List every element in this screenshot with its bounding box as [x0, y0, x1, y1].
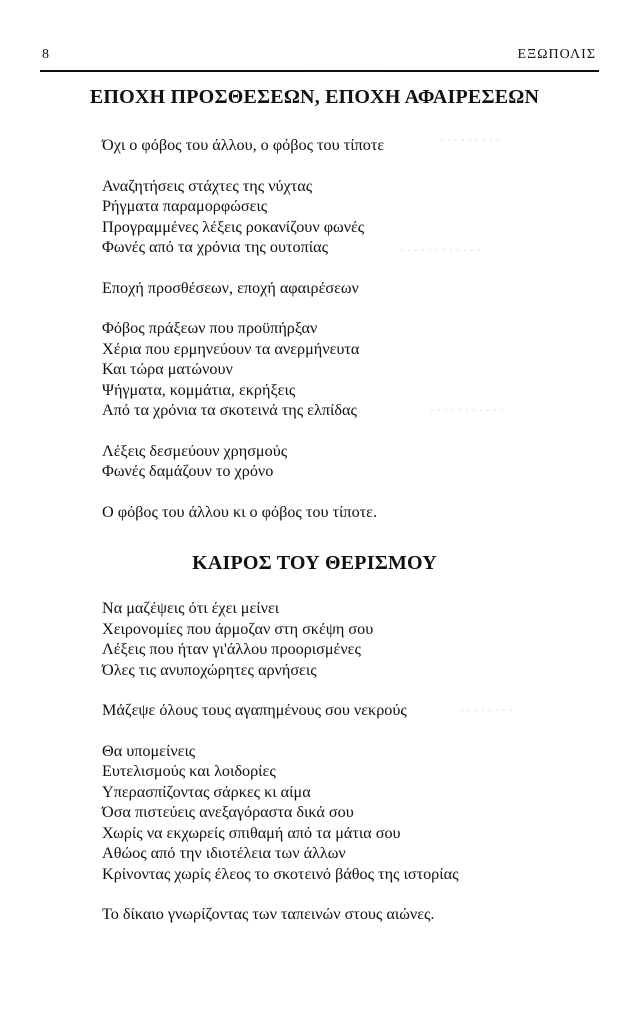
poem-line: Από τα χρόνια τα σκοτεινά της ελπίδας	[102, 401, 357, 419]
poem-line: Το δίκαιο γνωρίζοντας των ταπεινών στους αιώνες.	[102, 905, 435, 923]
stanza	[102, 176, 384, 258]
stanza	[102, 700, 459, 721]
poem-line: Λέξεις που ήταν γι'άλλου προορισμένες	[102, 640, 361, 658]
running-head: ΕΞΩΠΟΛΙΣ	[517, 47, 596, 62]
poem-line: Θα υπομείνεις	[102, 741, 196, 760]
poem-line: Όσα πιστεύεις ανεξαγόραστα δικά σου	[102, 803, 354, 821]
show-through-text: . . . . . . . . . . . .	[400, 240, 481, 255]
poem-line: Ψήγματα, κομμάτια, εκρήξεις	[102, 380, 296, 399]
poem-line: Ευτελισμούς και λοιδορίες	[102, 762, 276, 780]
poem-line: Και τώρα ματώνουν	[102, 360, 233, 378]
poem-title: ΚΑΙΡΟΣ ΤΟΥ ΘΕΡΙΣΜΟΥ	[192, 552, 437, 574]
stanza	[102, 318, 384, 421]
poem-line: Υπερασπίζοντας σάρκες κι αίμα	[102, 782, 311, 801]
show-through-text: . . . . . . . . . . .	[430, 400, 504, 415]
poem-line: Όχι ο φόβος του άλλου, ο φόβος του τίποτε	[102, 136, 385, 154]
poem-line: Φόβος πράξεων που προϋπήρξαν	[102, 319, 318, 337]
stanza	[102, 904, 459, 925]
show-through-text: . . . . . . . .	[460, 700, 513, 715]
poem-line: Αναζητήσεις στάχτες της νύχτας	[102, 176, 313, 195]
stanza	[102, 278, 384, 299]
header-rule	[40, 70, 599, 72]
poem-line: Να μαζέψεις ότι έχει μείνει	[102, 599, 280, 617]
poem-line: Χέρια που ερμηνεύουν τα ανερμήνευτα	[102, 339, 360, 358]
poem-title: ΕΠΟΧΗ ΠΡΟΣΘΕΣΕΩΝ, ΕΠΟΧΗ ΑΦΑΙΡΕΣΕΩΝ	[89, 86, 540, 108]
poem-line: Φωνές από τα χρόνια της ουτοπίας	[102, 238, 329, 256]
poem-line: Εποχή προσθέσεων, εποχή αφαιρέσεων	[102, 278, 359, 297]
stanza	[102, 441, 384, 482]
poem-line: Χωρίς να εκχωρείς σπιθαμή από τα μάτια σου	[102, 823, 401, 842]
show-through-text: . . . . . . . . .	[440, 130, 500, 145]
poem-line: Φωνές δαμάζουν το χρόνο	[102, 462, 274, 480]
poem-line: Προγραμμένες λέξεις ροκανίζουν φωνές	[102, 217, 365, 236]
poem-line: Λέξεις δεσμεύουν χρησμούς	[102, 441, 288, 460]
page-number: 8	[42, 47, 49, 62]
poem-body	[102, 598, 459, 945]
poem-body	[102, 135, 384, 542]
stanza	[102, 741, 459, 885]
poem-line: Ρήγματα παραμορφώσεις	[102, 197, 268, 215]
stanza	[102, 135, 384, 156]
poem-line: Μάζεψε όλους τους αγαπημένους σου νεκρούς	[102, 701, 407, 719]
poem-line: Χειρονομίες που άρμοζαν στη σκέψη σου	[102, 619, 374, 638]
stanza	[102, 502, 384, 523]
show-through-text: . . . . . . . . . . . .	[305, 60, 386, 75]
poem-line: Όλες τις ανυποχώρητες αρνήσεις	[102, 660, 317, 679]
stanza	[102, 598, 459, 680]
poem-line: Αθώος από την ιδιοτέλεια των άλλων	[102, 844, 346, 862]
poem-line: Κρίνοντας χωρίς έλεος το σκοτεινό βάθος της ιστορίας	[102, 864, 459, 883]
poem-line: Ο φόβος του άλλου κι ο φόβος του τίποτε.	[102, 502, 378, 521]
